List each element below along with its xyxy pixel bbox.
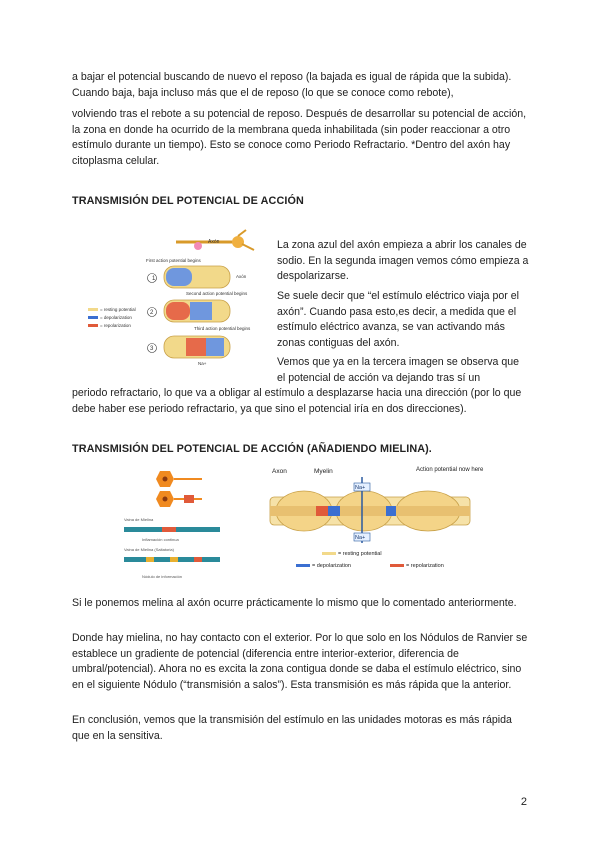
axon-segment-1 — [148, 266, 231, 288]
fig2-myelin-label: Myelin — [314, 468, 333, 475]
fig1-na-label: Na+ — [198, 361, 207, 366]
section2-paragraph-3: En conclusión, vemos que la transmisión del estímulo en las unidades motoras es más rápida que en la sensitiva. — [72, 714, 512, 742]
intro-paragraph-1: a bajar el potencial buscando de nuevo el reposo (la bajada es igual de rápida que la subida). Cuando baja, baja incluso más que el de reposo (lo que se conoce como rebote), — [72, 71, 512, 99]
action-potential-figure — [86, 232, 266, 372]
fig1-first-action: First action potential begins — [146, 258, 201, 263]
axon-segment-3 — [148, 336, 231, 358]
step-1-label: 1 — [152, 276, 156, 282]
section2-paragraph-2: Donde hay mielina, no hay contacto con el exterior. Por lo que solo en los Nódulos de Ranvier se establece un gradiente de potencial (diferencia entre interior-exterior, diferencia de umbral/potencial). Ahora no es excita la zona contigua donde se daba el estímulo eléctrico, sino en el siguiente Nódulo (“transmisión a salos”). Esta transmisión es más rápida que la anterior. — [72, 632, 528, 691]
left-fig-label-3: Vaina de Mielina (Saltatoria) — [124, 547, 174, 552]
left-fig-label-2: Inflamación continua — [142, 537, 179, 542]
fig2-legend — [296, 551, 444, 569]
fig2-legend-repolarization: = repolarization — [406, 563, 444, 569]
neuron-cell-2 — [156, 491, 202, 507]
section1-paragraph-1: La zona azul del axón empieza a abrir los canales de sodio. En la segunda imagen vemos cómo empieza a despolarizarse. — [277, 239, 529, 282]
section1-paragraph-2: Se suele decir que “el estímulo eléctrico viaja por el axón”. Cuando pasa esto,es decir, a medida que el estímulo eléctrico avanza, se van activando más zonas contiguas del axón. — [277, 290, 520, 349]
myelin-left-figure — [122, 463, 262, 583]
intro-paragraph-2: volviendo tras el rebote a su potencial de reposo. Después de desarrollar su potencial de acción, la zona en donde ha ocurrido de la membrana queda inhabilitada (sin poder reaccionar a otro estímulo durante un tiempo). Esto se conoce como Periodo Refractario. *Dentro del axón hay citoplasma celular. — [72, 108, 527, 167]
section-heading-myelin: TRANSMISIÓN DEL POTENCIAL DE ACCIÓN (AÑADIENDO MIELINA). — [72, 443, 432, 455]
section2-paragraph-1: Si le ponemos melina al axón ocurre prácticamente lo mismo que lo comentado anteriormente. — [72, 597, 517, 609]
fig1-second-action: Second action potential begins — [186, 291, 248, 296]
fig2-legend-resting: = resting potential — [338, 551, 382, 557]
fig1-legend — [88, 307, 136, 328]
continuous-conduction-bar — [124, 527, 220, 532]
step-2-label: 2 — [150, 310, 154, 316]
myelin-right-figure — [266, 463, 484, 583]
legend-resting: = resting potential — [100, 307, 136, 312]
fig2-na-top: Na+ — [355, 485, 366, 491]
legend-depolarization: = depolarization — [100, 315, 132, 320]
fig1-axon-side: Axón — [236, 274, 247, 279]
myelinated-axon — [270, 491, 470, 531]
fig2-axon-label: Axon — [272, 468, 287, 475]
left-fig-label-1: Vaina de Mielina — [124, 517, 154, 522]
neuron-cell-1 — [156, 471, 202, 487]
section1-paragraph-3b: periodo refractario, lo que va a obligar al estímulo a desplazarse hacia una dirección (por lo que debe haber ese periodo refractario, ya que sino el potencial iría en dos direcciones). — [72, 387, 522, 415]
page-number: 2 — [520, 796, 527, 808]
fig2-action-potential-label: Action potential now here — [416, 467, 484, 473]
saltatory-conduction-bar — [124, 557, 220, 562]
section1-paragraph-3a: Vemos que ya en la tercera imagen se observa que el potencial de acción va dejando tras sí un — [277, 356, 520, 384]
fig1-third-action: Third action potential begins — [194, 326, 251, 331]
step-3-label: 3 — [150, 346, 154, 352]
fig2-legend-depolarization: = depolarization — [312, 563, 351, 569]
axon-segment-2 — [148, 300, 231, 322]
fig1-axon-label: Axón — [208, 239, 220, 245]
fig2-na-bottom: Na+ — [355, 535, 366, 541]
legend-repolarization: = repolarization — [100, 323, 131, 328]
section-heading-transmission: TRANSMISIÓN DEL POTENCIAL DE ACCIÓN — [72, 195, 304, 207]
left-fig-label-4: Nódulo de información — [142, 574, 183, 579]
